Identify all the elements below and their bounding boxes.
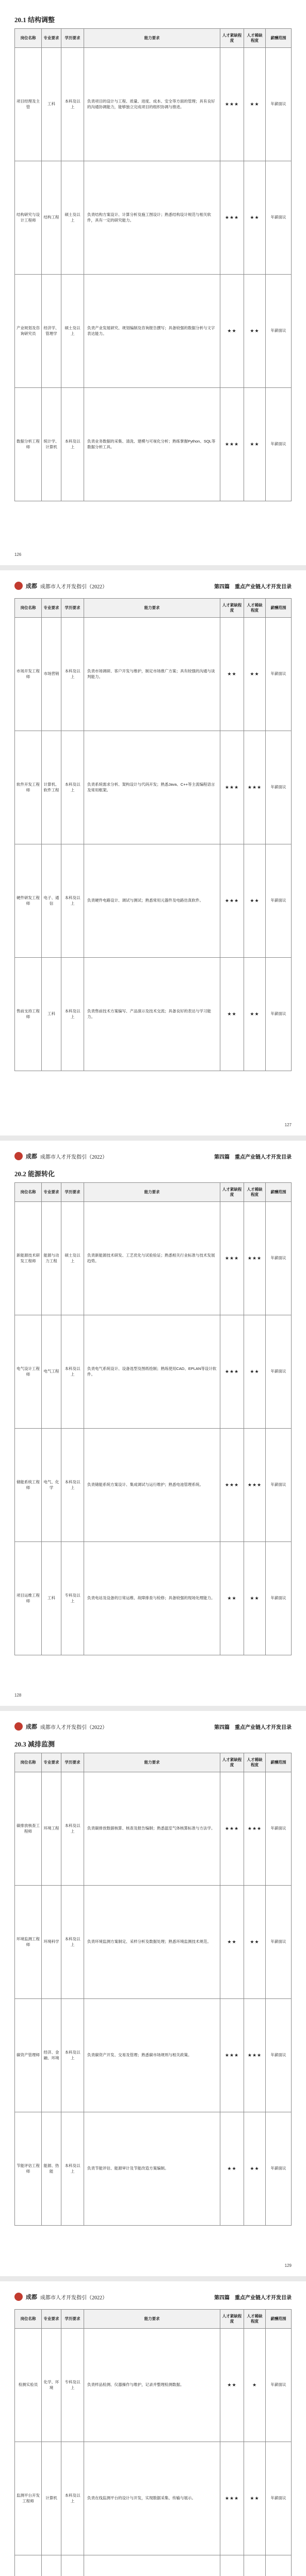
ability-requirement: 负责硬件电路设计、调试与测试；熟悉常用元器件及电路仿真软件。: [84, 844, 220, 958]
education-requirement: 本科及以上: [61, 958, 84, 1071]
ability-requirement: 负责项目的设计与工程、质量、进度、成本、安全等方面的管理；具有良好的沟通协调能力，能够独立完成项目的组织协调与推进。: [84, 48, 220, 161]
education-requirement: 专科及以上: [61, 2329, 84, 2442]
job-table: [14, 1182, 292, 1655]
education-requirement: 本科及以上: [61, 2442, 84, 2555]
salary-range: 年薪面议: [266, 1202, 292, 1315]
table-row: [15, 1999, 292, 2112]
education-requirement: 硕士及以上: [61, 161, 84, 275]
table-row: [15, 388, 292, 501]
urgency-rating: ★★: [220, 2329, 244, 2442]
column-header: 人才紧缺程度: [220, 29, 244, 48]
column-header: 专业要求: [42, 29, 61, 48]
running-header: [14, 2292, 292, 2302]
header-left: [14, 1152, 107, 1160]
scarcity-rating: ★★: [244, 275, 266, 388]
scarcity-rating: ★★★: [244, 1202, 266, 1315]
scarcity-rating: ★★: [244, 844, 266, 958]
urgency-rating: ★★: [220, 958, 244, 1071]
scarcity-rating: ★★★: [244, 1999, 266, 2112]
urgency-rating: ★★: [220, 1542, 244, 1655]
major-requirement: 市场营销: [42, 618, 61, 731]
column-header: 人才紧缺程度: [220, 2310, 244, 2329]
table-row: [15, 48, 292, 161]
header-left: [14, 582, 107, 590]
scarcity-rating: ★★: [244, 161, 266, 275]
major-requirement: 电子、通信: [42, 844, 61, 958]
column-header: 能力要求: [84, 1183, 220, 1202]
column-header: 岗位名称: [15, 2310, 42, 2329]
column-header: 薪酬范围: [266, 29, 292, 48]
logo-icon: [14, 1722, 23, 1731]
table-row: [15, 2555, 292, 2576]
chapter-title: 第四篇 重点产业链人才开发目录: [214, 1154, 292, 1160]
job-name: 新能源技术研发工程师: [15, 1202, 42, 1315]
page-number: 129: [284, 2263, 292, 2268]
page-number: 126: [14, 552, 22, 557]
education-requirement: 专科及以上: [61, 1542, 84, 1655]
major-requirement: 统计学、计算机: [42, 388, 61, 501]
page-number: 127: [284, 1123, 292, 1127]
header-tag: 成都: [26, 1154, 37, 1160]
column-header: 人才稀缺程度: [244, 1753, 266, 1772]
column-header: 人才稀缺程度: [244, 599, 266, 618]
document-page: [0, 570, 306, 1141]
column-header: 人才紧缺程度: [220, 1753, 244, 1772]
major-requirement: 环境工程: [42, 1772, 61, 1886]
ability-requirement: 负责系统需求分析、架构设计与代码开发；熟悉Java、C++等主流编程语言及常用框架。: [84, 731, 220, 844]
job-name: 电气设计工程师: [15, 1315, 42, 1429]
urgency-rating: ★★★: [220, 1202, 244, 1315]
column-header: 薪酬范围: [266, 1753, 292, 1772]
scarcity-rating: ★★: [244, 1315, 266, 1429]
header-left: [14, 2293, 107, 2301]
table-row: [15, 1202, 292, 1315]
urgency-rating: ★★: [220, 2112, 244, 2226]
job-name: 数据分析工程师: [15, 388, 42, 501]
header-left: [14, 1722, 107, 1731]
table-header-row: [15, 599, 292, 618]
major-requirement: 工科: [42, 1542, 61, 1655]
scarcity-rating: ★★: [244, 1542, 266, 1655]
urgency-rating: [220, 2555, 244, 2576]
scarcity-rating: ★★: [244, 388, 266, 501]
scarcity-rating: ★★: [244, 618, 266, 731]
book-title: 成都市人才开发指引（2022）: [40, 1724, 107, 1731]
major-requirement: 结构工程: [42, 161, 61, 275]
education-requirement: 本科及以上: [61, 618, 84, 731]
urgency-rating: ★★: [220, 618, 244, 731]
urgency-rating: ★★★: [220, 161, 244, 275]
scarcity-rating: ★★: [244, 958, 266, 1071]
urgency-rating: ★★★: [220, 1429, 244, 1542]
scarcity-rating: ★: [244, 2329, 266, 2442]
urgency-rating: ★★: [220, 1886, 244, 1999]
document-page: [0, 2281, 306, 2576]
table-row: [15, 2329, 292, 2442]
table-row: [15, 2112, 292, 2226]
education-requirement: 本科及以上: [61, 1886, 84, 1999]
salary-range: 年薪面议: [266, 1999, 292, 2112]
job-name: 售前支持工程师: [15, 958, 42, 1071]
column-header: 专业要求: [42, 599, 61, 618]
salary-range: 年薪面议: [266, 844, 292, 958]
urgency-rating: ★★★: [220, 388, 244, 501]
document-page: [0, 0, 306, 570]
job-name: 项目经理及主管: [15, 48, 42, 161]
job-name: 软件开发工程师: [15, 731, 42, 844]
urgency-rating: ★★★: [220, 1999, 244, 2112]
job-name: 硬件研发工程师: [15, 844, 42, 958]
salary-range: 年薪面议: [266, 275, 292, 388]
education-requirement: 本科及以上: [61, 1315, 84, 1429]
salary-range: 年薪面议: [266, 1429, 292, 1542]
ability-requirement: 负责在线监测平台的设计与开发，实现数据采集、传输与展示。: [84, 2442, 220, 2555]
column-header: 学历要求: [61, 1753, 84, 1772]
salary-range: 年薪面议: [266, 958, 292, 1071]
table-row: [15, 958, 292, 1071]
table-row: [15, 618, 292, 731]
urgency-rating: ★★★: [220, 48, 244, 161]
chapter-title: 第四篇 重点产业链人才开发目录: [214, 1724, 292, 1731]
major-requirement: 化学、环境: [42, 2329, 61, 2442]
education-requirement: 本科及以上: [61, 48, 84, 161]
section-title: 20.3 减排监测: [14, 1740, 55, 1748]
salary-range: [266, 2555, 292, 2576]
major-requirement: 经济、金融、环境: [42, 1999, 61, 2112]
job-name: 产业规划及咨询研究员: [15, 275, 42, 388]
column-header: 学历要求: [61, 599, 84, 618]
salary-range: 年薪面议: [266, 161, 292, 275]
job-name: 监测平台开发工程师: [15, 2442, 42, 2555]
urgency-rating: ★★: [220, 275, 244, 388]
column-header: 学历要求: [61, 2310, 84, 2329]
column-header: 专业要求: [42, 1753, 61, 1772]
major-requirement: 计算机、软件工程: [42, 731, 61, 844]
column-header: 岗位名称: [15, 1753, 42, 1772]
salary-range: 年薪面议: [266, 731, 292, 844]
table-row: [15, 161, 292, 275]
ability-requirement: 负责业务数据的采集、清洗、建模与可视化分析；熟练掌握Python、SQL等数据分析工具。: [84, 388, 220, 501]
major-requirement: [42, 2555, 61, 2576]
salary-range: 年薪面议: [266, 48, 292, 161]
scarcity-rating: ★★: [244, 2112, 266, 2226]
section-title: 20.1 结构调整: [14, 16, 55, 24]
job-table: [14, 1753, 292, 2226]
ability-requirement: 负责结构方案设计、计算分析及施工图设计；熟悉结构设计规范与相关软件，具有一定的研究能力。: [84, 161, 220, 275]
major-requirement: 工科: [42, 958, 61, 1071]
job-name: [15, 2555, 42, 2576]
ability-requirement: 负责节能评估、能源审计及节能改造方案编制。: [84, 2112, 220, 2226]
book-title: 成都市人才开发指引（2022）: [40, 1154, 107, 1160]
scarcity-rating: ★★★: [244, 1429, 266, 1542]
major-requirement: 环境科学: [42, 1886, 61, 1999]
column-header: 学历要求: [61, 29, 84, 48]
book-title: 成都市人才开发指引（2022）: [40, 584, 107, 590]
job-table: [14, 598, 292, 1071]
education-requirement: 硕士及以上: [61, 1202, 84, 1315]
page-number: 128: [14, 1693, 22, 1698]
table-row: [15, 2442, 292, 2555]
running-header: [14, 1151, 292, 1161]
column-header: 专业要求: [42, 1183, 61, 1202]
column-header: 薪酬范围: [266, 1183, 292, 1202]
urgency-rating: ★★★: [220, 1315, 244, 1429]
ability-requirement: [84, 2555, 220, 2576]
education-requirement: 本科及以上: [61, 2112, 84, 2226]
salary-range: 年薪面议: [266, 2112, 292, 2226]
urgency-rating: ★★★: [220, 844, 244, 958]
education-requirement: [61, 2555, 84, 2576]
education-requirement: 本科及以上: [61, 844, 84, 958]
salary-range: 年薪面议: [266, 1772, 292, 1886]
ability-requirement: 负责售前技术方案编写、产品演示及技术交流；具备良好的表达与学习能力。: [84, 958, 220, 1071]
scarcity-rating: ★★★: [244, 1772, 266, 1886]
job-name: 结构研究与设计工程师: [15, 161, 42, 275]
logo-icon: [14, 1152, 23, 1160]
job-name: 碳资产管理师: [15, 1999, 42, 2112]
scarcity-rating: [244, 2555, 266, 2576]
table-header-row: [15, 2310, 292, 2329]
education-requirement: 本科及以上: [61, 388, 84, 501]
column-header: 能力要求: [84, 29, 220, 48]
table-header-row: [15, 1183, 292, 1202]
column-header: 能力要求: [84, 599, 220, 618]
ability-requirement: 负责新能源技术研发、工艺优化与试验验证；熟悉相关行业标准与技术发展趋势。: [84, 1202, 220, 1315]
ability-requirement: 负责电气系统设计、设备选型及图纸绘制；熟练使用CAD、EPLAN等设计软件。: [84, 1315, 220, 1429]
salary-range: 年薪面议: [266, 1886, 292, 1999]
table-row: [15, 844, 292, 958]
table-row: [15, 1315, 292, 1429]
job-name: 碳排放核查工程师: [15, 1772, 42, 1886]
urgency-rating: ★★★: [220, 2442, 244, 2555]
chapter-title: 第四篇 重点产业链人才开发目录: [214, 2295, 292, 2301]
ability-requirement: 负责环境监测方案制定、采样分析及数据处理；熟悉环境监测技术规范。: [84, 1886, 220, 1999]
scarcity-rating: ★★: [244, 2442, 266, 2555]
document-page: [0, 1141, 306, 1711]
scarcity-rating: ★★★: [244, 731, 266, 844]
education-requirement: 本科及以上: [61, 731, 84, 844]
education-requirement: 本科及以上: [61, 1429, 84, 1542]
column-header: 人才稀缺程度: [244, 29, 266, 48]
logo-icon: [14, 2293, 23, 2301]
table-header-row: [15, 1753, 292, 1772]
ability-requirement: 负责市场调研、客户开发与维护，制定市场推广方案；具有较强的沟通与谈判能力。: [84, 618, 220, 731]
ability-requirement: 负责碳排放数据核算、核查及报告编制；熟悉温室气体核算标准与方法学。: [84, 1772, 220, 1886]
job-name: 环境监测工程师: [15, 1886, 42, 1999]
salary-range: 年薪面议: [266, 1315, 292, 1429]
education-requirement: 硕士及以上: [61, 275, 84, 388]
column-header: 岗位名称: [15, 29, 42, 48]
table-header-row: [15, 29, 292, 48]
salary-range: 年薪面议: [266, 388, 292, 501]
job-name: 储能系统工程师: [15, 1429, 42, 1542]
education-requirement: 本科及以上: [61, 1999, 84, 2112]
column-header: 专业要求: [42, 2310, 61, 2329]
running-header: [14, 581, 292, 591]
scarcity-rating: ★★: [244, 1886, 266, 1999]
header-tag: 成都: [26, 583, 37, 589]
header-tag: 成都: [26, 2294, 37, 2300]
table-row: [15, 1542, 292, 1655]
section-title: 20.2 能源转化: [14, 1170, 55, 1178]
major-requirement: 电气工程: [42, 1315, 61, 1429]
salary-range: 年薪面议: [266, 2329, 292, 2442]
column-header: 能力要求: [84, 2310, 220, 2329]
column-header: 人才稀缺程度: [244, 1183, 266, 1202]
major-requirement: 能源、热能: [42, 2112, 61, 2226]
major-requirement: 电气、化学: [42, 1429, 61, 1542]
ability-requirement: 负责样品检测、仪器操作与维护，记录并整理检测数据。: [84, 2329, 220, 2442]
book-title: 成都市人才开发指引（2022）: [40, 2295, 107, 2301]
job-name: 检测实验员: [15, 2329, 42, 2442]
column-header: 能力要求: [84, 1753, 220, 1772]
table-row: [15, 1772, 292, 1886]
column-header: 人才稀缺程度: [244, 2310, 266, 2329]
column-header: 薪酬范围: [266, 2310, 292, 2329]
job-name: 市场开发工程师: [15, 618, 42, 731]
ability-requirement: 负责碳资产开发、交易及管理；熟悉碳市场规则与相关政策。: [84, 1999, 220, 2112]
job-name: 节能评估工程师: [15, 2112, 42, 2226]
major-requirement: 计算机: [42, 2442, 61, 2555]
chapter-title: 第四篇 重点产业链人才开发目录: [214, 584, 292, 590]
table-row: [15, 1429, 292, 1542]
column-header: 学历要求: [61, 1183, 84, 1202]
urgency-rating: ★★★: [220, 1772, 244, 1886]
education-requirement: 本科及以上: [61, 1772, 84, 1886]
major-requirement: 工科: [42, 48, 61, 161]
column-header: 岗位名称: [15, 599, 42, 618]
salary-range: 年薪面议: [266, 1542, 292, 1655]
job-table: [14, 2309, 292, 2576]
column-header: 岗位名称: [15, 1183, 42, 1202]
major-requirement: 能源与动力工程: [42, 1202, 61, 1315]
table-row: [15, 731, 292, 844]
ability-requirement: 负责储能系统方案设计、集成调试与运行维护；熟悉电池管理系统。: [84, 1429, 220, 1542]
major-requirement: 经济学、管理学: [42, 275, 61, 388]
column-header: 薪酬范围: [266, 599, 292, 618]
job-name: 项目运维工程师: [15, 1542, 42, 1655]
column-header: 人才紧缺程度: [220, 599, 244, 618]
ability-requirement: 负责产业发展研究、规划编制及咨询报告撰写；具备较强的数据分析与文字表达能力。: [84, 275, 220, 388]
job-table: [14, 28, 292, 501]
document-page: [0, 1711, 306, 2281]
urgency-rating: ★★★: [220, 731, 244, 844]
running-header: [14, 1721, 292, 1732]
scarcity-rating: ★★: [244, 48, 266, 161]
salary-range: 年薪面议: [266, 618, 292, 731]
logo-icon: [14, 582, 23, 590]
header-tag: 成都: [26, 1724, 37, 1730]
salary-range: 年薪面议: [266, 2442, 292, 2555]
column-header: 人才紧缺程度: [220, 1183, 244, 1202]
table-row: [15, 1886, 292, 1999]
ability-requirement: 负责电站及设备的日常运维、故障排查与检修；具备较强的现场处理能力。: [84, 1542, 220, 1655]
table-row: [15, 275, 292, 388]
